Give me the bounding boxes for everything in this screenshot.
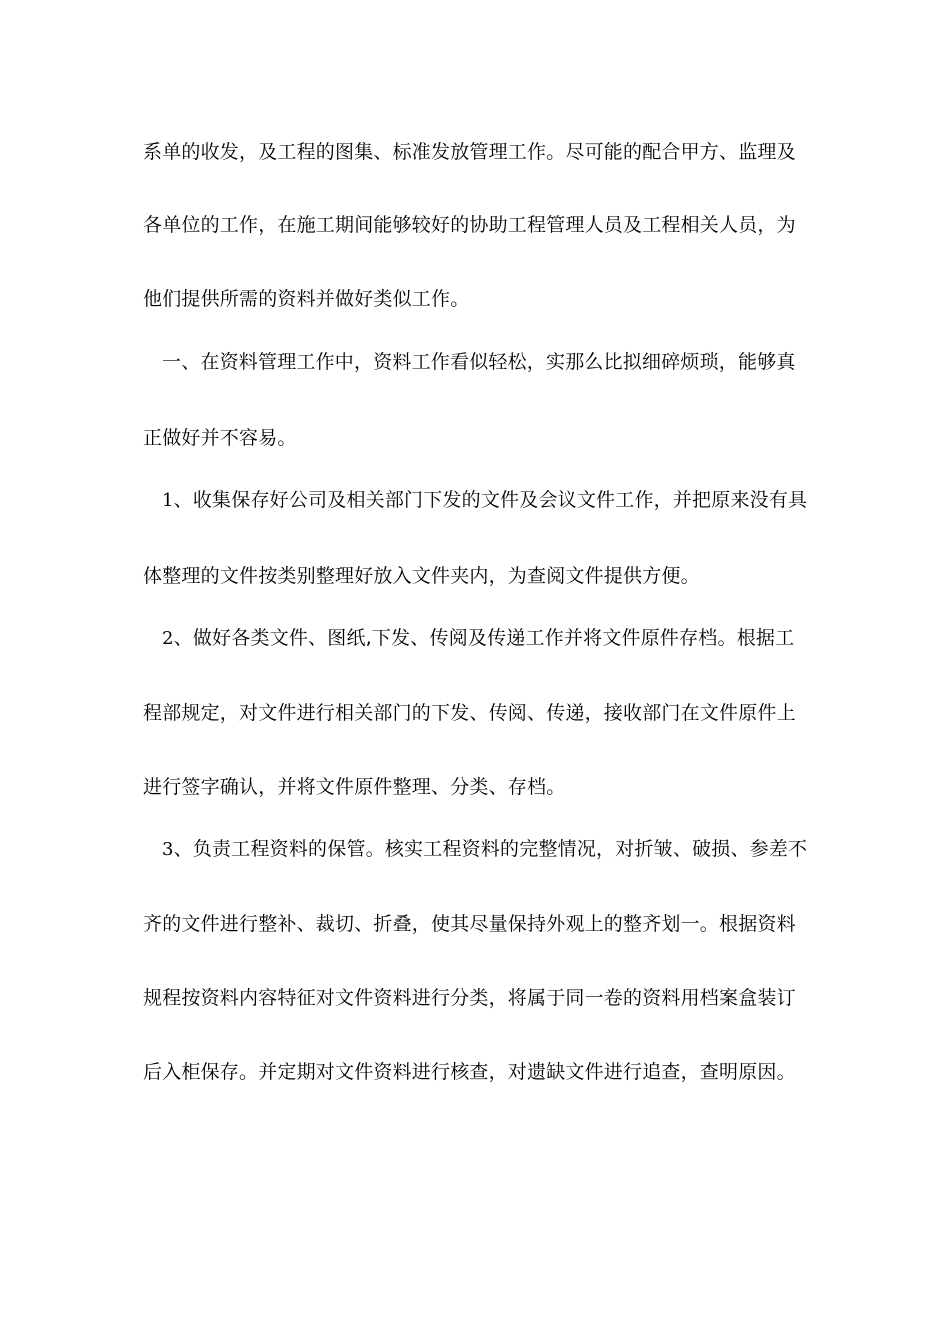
- list-item-2-line: [162, 625, 832, 652]
- paragraph-line: 系单的收发，及工程的图集、标准发放管理工作。尽可能的配合甲方、监理及: [143, 141, 796, 163]
- paragraph-line: 进行签字确认，并将文件原件整理、分类、存档。: [143, 776, 566, 798]
- item-number: 1: [162, 490, 174, 511]
- list-item-1-line: [162, 487, 832, 514]
- item-number: 2: [162, 628, 174, 649]
- paragraph-line: 体整理的文件按类别整理好放入文件夹内，为查阅文件提供方便。: [143, 565, 700, 587]
- item-number: 3: [162, 839, 174, 860]
- list-item-text: 、做好各类文件、图纸,下发、传阅及传递工作并将文件原件存档。根据工: [173, 627, 795, 649]
- list-item-text: 、收集保存好公司及相关部门下发的文件及会议文件工作，并把原来没有具: [173, 489, 808, 511]
- paragraph-line: 齐的文件进行整补、裁切、折叠，使其尽量保持外观上的整齐划一。根据资料: [143, 913, 796, 935]
- list-item-3-line: [162, 836, 832, 863]
- paragraph-line: 规程按资料内容特征对文件资料进行分类，将属于同一卷的资料用档案盒装订: [143, 987, 796, 1009]
- paragraph-line: 他们提供所需的资料并做好类似工作。: [143, 288, 470, 310]
- paragraph-line: 各单位的工作，在施工期间能够较好的协助工程管理人员及工程相关人员，为: [143, 214, 796, 236]
- list-item-text: 、负责工程资料的保管。核实工程资料的完整情况，对折皱、破损、参差不: [173, 838, 808, 860]
- paragraph-line: 后入柜保存。并定期对文件资料进行核查，对遗缺文件进行追查，查明原因。: [143, 1061, 796, 1083]
- section-heading-line: 一、在资料管理工作中，资料工作看似轻松，实那么比拟细碎烦琐，能够真: [162, 351, 796, 373]
- paragraph-line: 程部规定，对文件进行相关部门的下发、传阅、传递，接收部门在文件原件上: [143, 702, 796, 724]
- paragraph-line: 正做好并不容易。: [143, 427, 297, 449]
